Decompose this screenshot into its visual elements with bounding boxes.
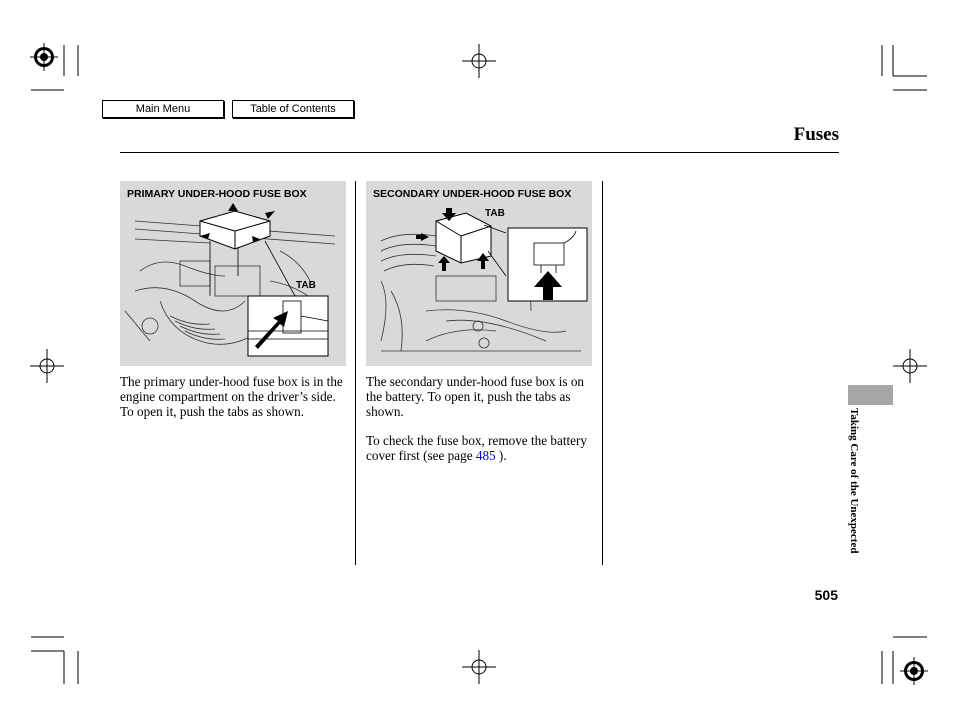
figure-caption: SECONDARY UNDER-HOOD FUSE BOX: [373, 188, 572, 200]
section-side-label-text: Taking Care of the Unexpected: [848, 408, 860, 554]
primary-fuse-box-paragraph: The primary under-hood fuse box is in the engine compartment on the driver’s side. To open it, push the tabs as shown.: [120, 374, 343, 419]
figure-caption: PRIMARY UNDER-HOOD FUSE BOX: [127, 188, 307, 200]
registration-target-bottom-right: [900, 657, 928, 685]
column-divider: [355, 181, 356, 565]
title-rule: [120, 152, 839, 153]
check-paragraph-text: To check the fuse box, remove the battery cover first (see page: [366, 433, 587, 463]
page-485-link[interactable]: 485: [475, 448, 496, 463]
check-paragraph-text-end: ).: [495, 448, 507, 463]
main-menu-button[interactable]: Main Menu: [102, 100, 224, 118]
section-side-tab: [848, 385, 893, 405]
primary-fuse-box-illustration: [120, 181, 346, 366]
section-side-label: [844, 408, 864, 578]
column-divider: [602, 181, 603, 565]
tab-label: TAB: [485, 208, 505, 219]
secondary-fuse-box-illustration: [366, 181, 592, 366]
primary-fuse-box-figure: [120, 181, 346, 366]
registration-target-top-left: [30, 43, 58, 71]
secondary-fuse-box-figure: [366, 181, 592, 366]
secondary-fuse-box-paragraph: The secondary under-hood fuse box is on the battery. To open it, push the tabs as shown.: [366, 374, 585, 419]
table-of-contents-button[interactable]: Table of Contents: [232, 100, 354, 118]
page-number: 505: [814, 587, 838, 603]
tab-label: TAB: [296, 280, 316, 291]
page-title: Fuses: [793, 124, 839, 145]
check-fuse-box-paragraph: [366, 433, 594, 463]
